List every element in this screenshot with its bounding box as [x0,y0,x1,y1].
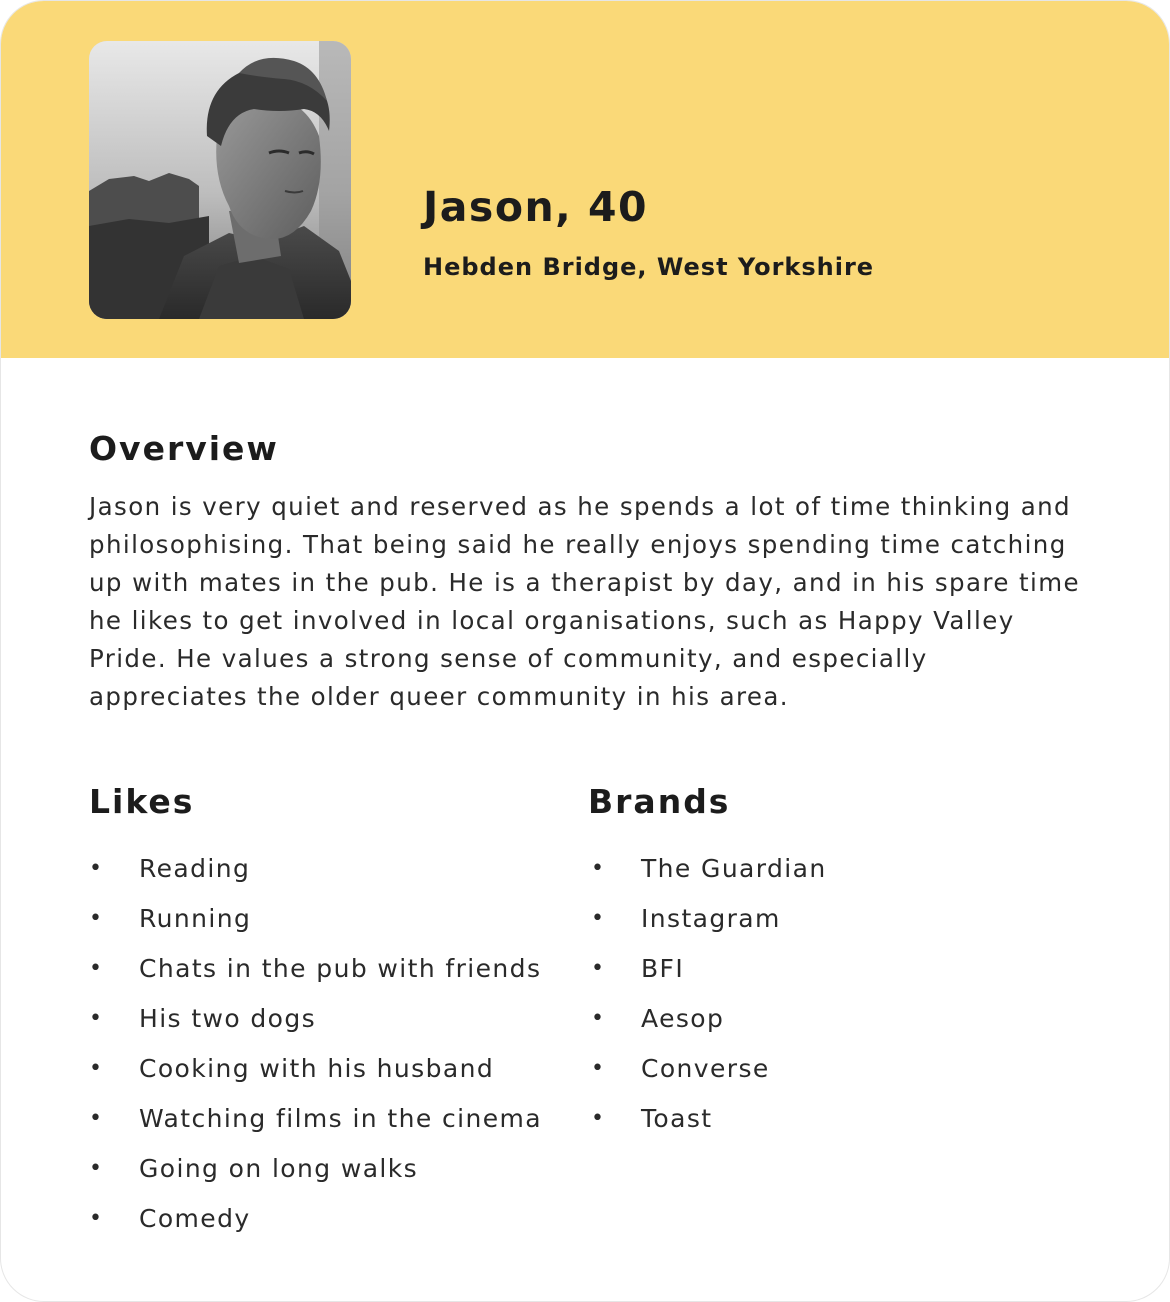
bullet-icon: • [591,1006,606,1031]
bullet-icon: • [591,1056,606,1081]
like-item-text: Chats in the pub with friends [139,954,542,983]
like-item-text: Running [139,904,252,933]
bullet-icon: • [89,1006,104,1031]
like-item-text: Going on long walks [139,1154,419,1183]
list-item [591,894,1011,944]
overview-title: Overview [89,429,279,468]
list-item [89,1194,559,1244]
like-item-text: Comedy [139,1204,251,1233]
brands-list [591,844,1011,1144]
list-item [591,944,1011,994]
list-item [591,1044,1011,1094]
brand-item-text: Aesop [641,1004,725,1033]
list-item [89,1144,559,1194]
list-item [89,894,559,944]
brand-item-text: BFI [641,954,685,983]
list-item [591,1094,1011,1144]
persona-name: Jason, 40 [423,183,649,231]
like-item-text: Watching films in the cinema [139,1104,542,1133]
list-item [89,944,559,994]
bullet-icon: • [89,856,104,881]
list-item [89,994,559,1044]
brand-item-text: Converse [641,1054,770,1083]
bullet-icon: • [591,856,606,881]
list-item [89,1044,559,1094]
persona-header [1,1,1169,358]
brand-item-text: The Guardian [641,854,827,883]
like-item-text: Reading [139,854,251,883]
list-item [89,1094,559,1144]
bullet-icon: • [591,956,606,981]
bullet-icon: • [89,1206,104,1231]
list-item [89,844,559,894]
bullet-icon: • [591,906,606,931]
profile-photo-illustration [89,41,351,319]
bullet-icon: • [89,1056,104,1081]
brand-item-text: Instagram [641,904,781,933]
profile-photo [89,41,351,319]
bullet-icon: • [591,1106,606,1131]
list-item [591,844,1011,894]
bullet-icon: • [89,1156,104,1181]
brands-title: Brands [588,782,731,821]
bullet-icon: • [89,1106,104,1131]
like-item-text: His two dogs [139,1004,317,1033]
like-item-text: Cooking with his husband [139,1054,495,1083]
likes-title: Likes [89,782,195,821]
likes-list [89,844,559,1244]
brand-item-text: Toast [641,1104,713,1133]
overview-text: Jason is very quiet and reserved as he spends a lot of time thinking and philosophising. That being said he really enjoys spending time catching up with mates in the pub. He is a therapist by day, and in his spare time he likes to get involved in local organisations, such as Happy Valley Pride. He values a strong sense of community, and especially appreciates the older queer community in his area. [89,492,1080,711]
bullet-icon: • [89,956,104,981]
list-item [591,994,1011,1044]
bullet-icon: • [89,906,104,931]
persona-location: Hebden Bridge, West Yorkshire [423,253,875,281]
